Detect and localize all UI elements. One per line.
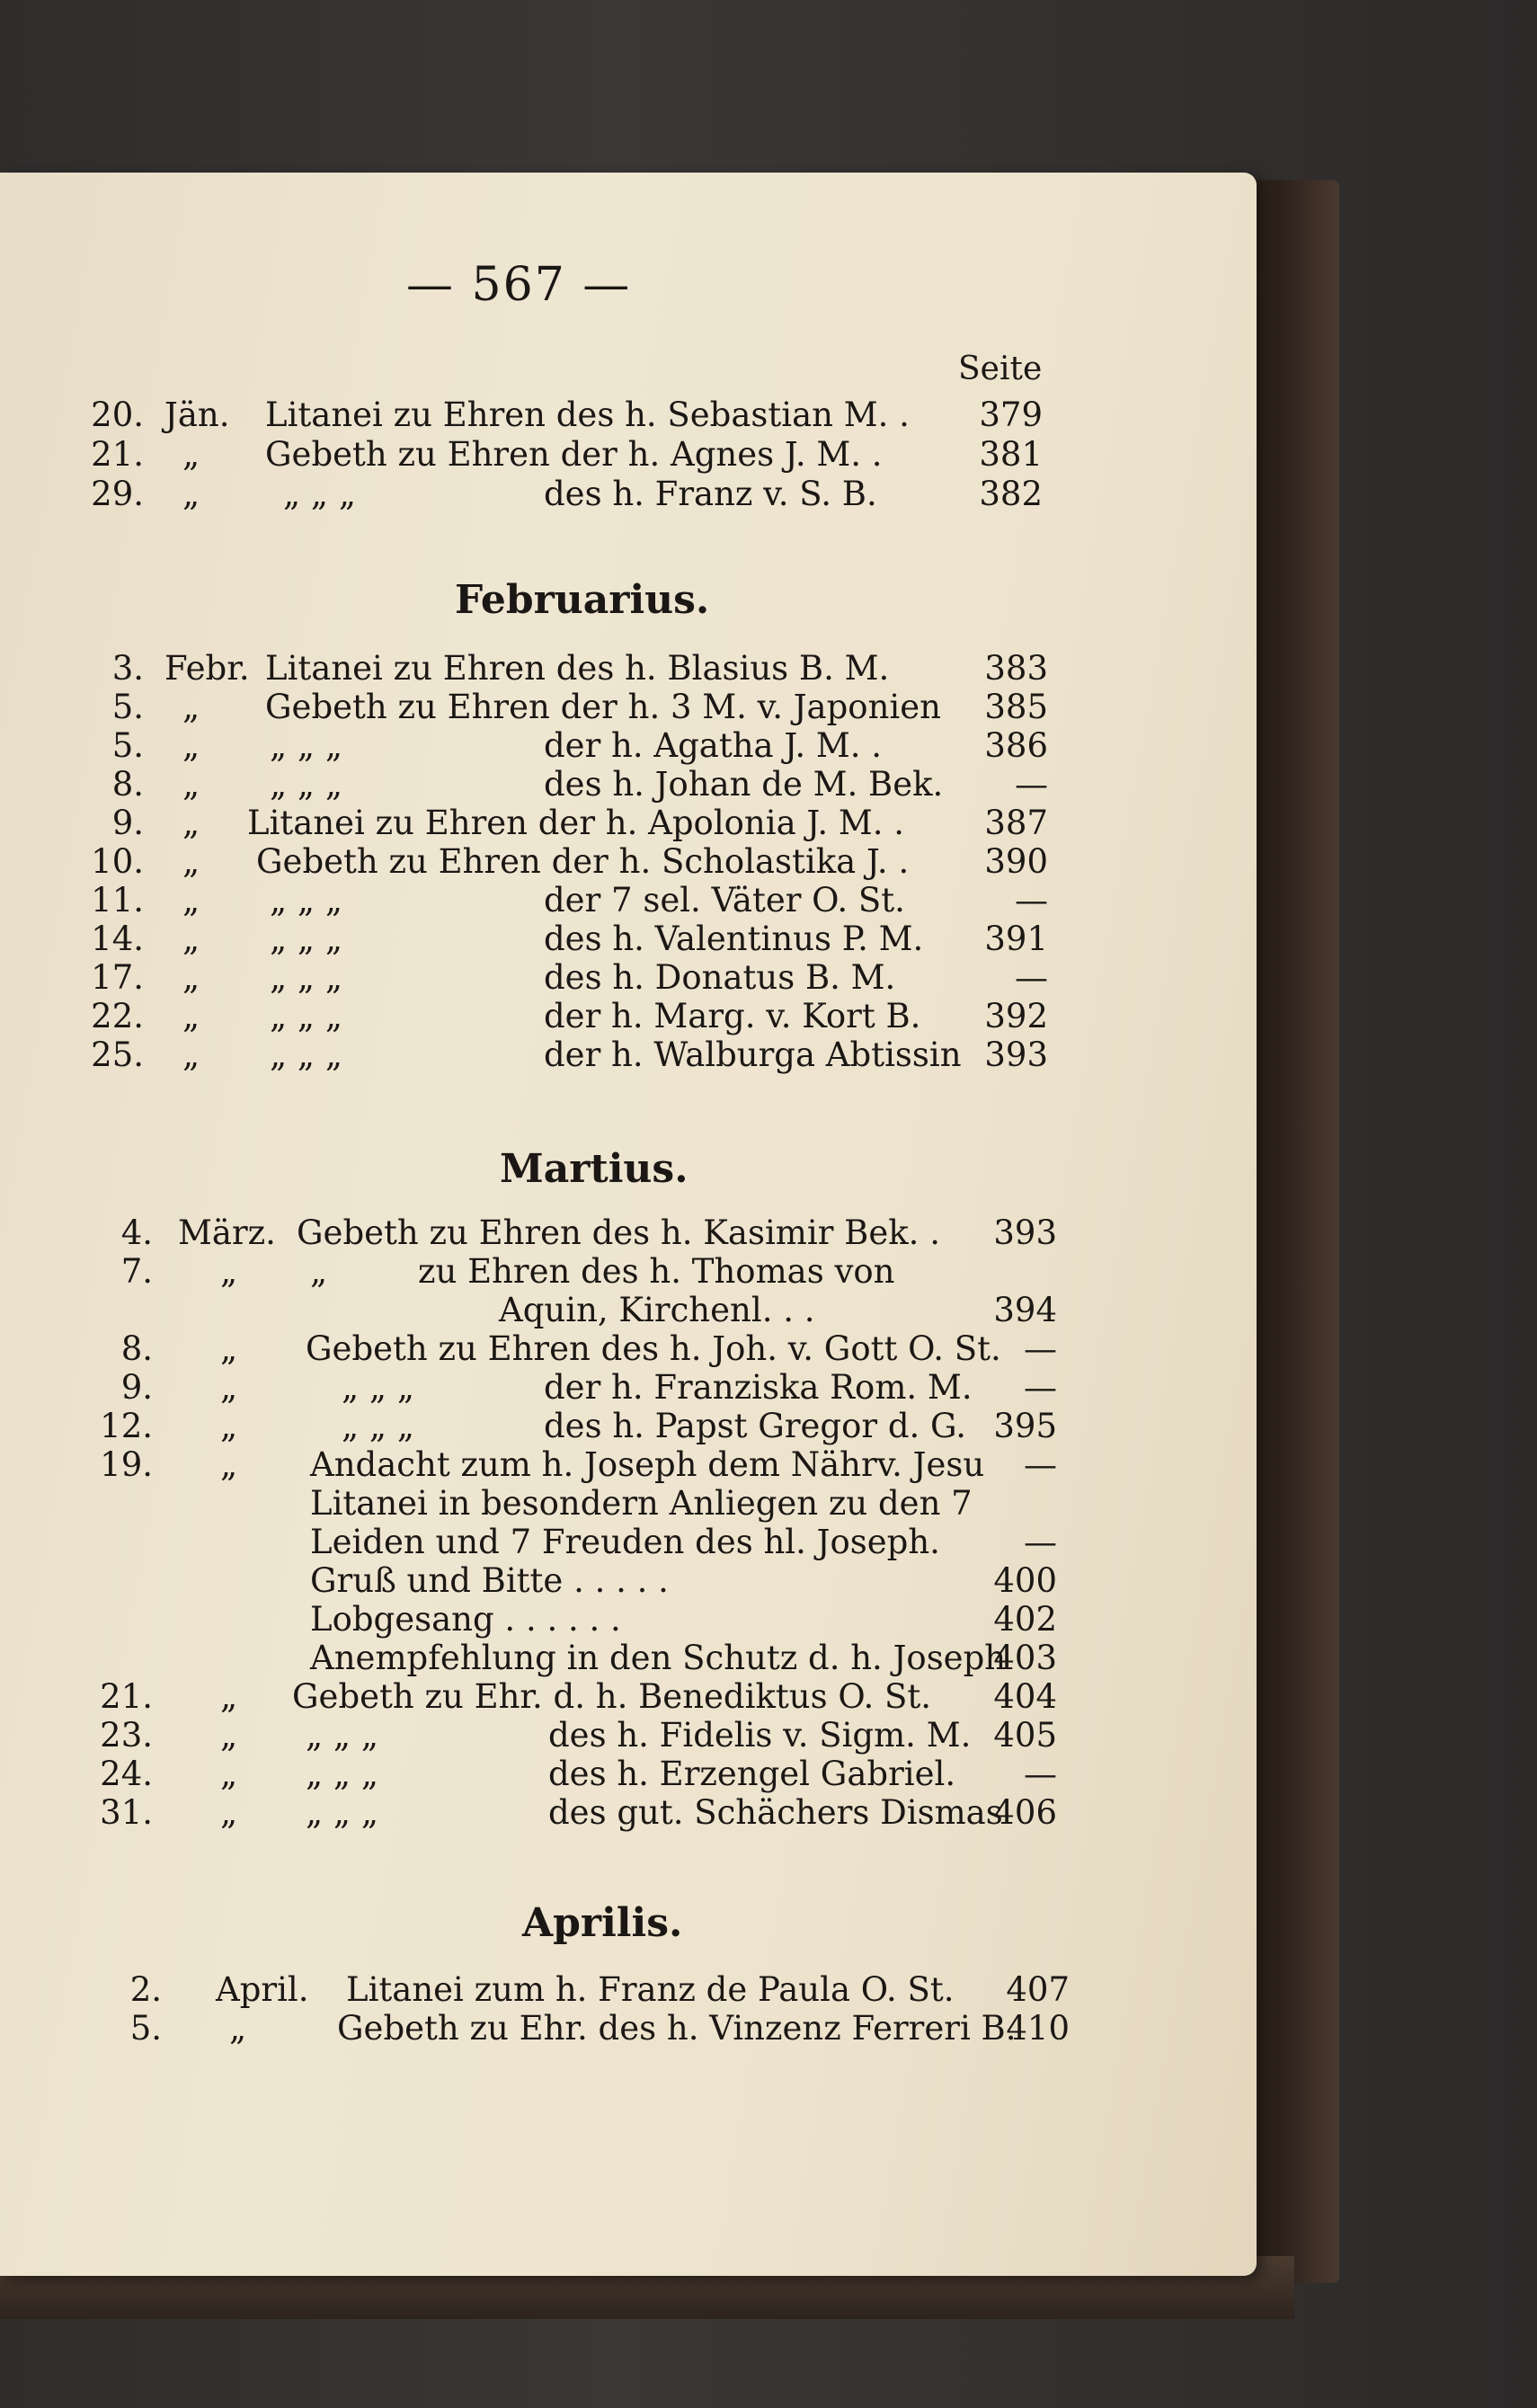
page-ref: 400 [993, 1561, 1057, 1600]
month-ditto: „ [220, 1407, 238, 1445]
day-number: 9. [111, 804, 144, 842]
entry-title: des h. Johan de M. Bek. [544, 765, 944, 804]
day-number: 19. [100, 1445, 153, 1484]
ditto-marks: „ „ „ [270, 958, 343, 997]
list-item [0, 395, 1257, 435]
entry-title: des h. Donatus B. M. [544, 958, 896, 997]
ditto-marks: „ „ „ [306, 1716, 379, 1755]
page-ref: — [1024, 1523, 1057, 1561]
list-item [0, 726, 1257, 766]
page-ref: 379 [979, 395, 1043, 434]
month-ditto: „ [220, 1716, 238, 1755]
day-number: 20. [91, 395, 144, 434]
page-ref: — [1015, 881, 1048, 920]
list-item [0, 1445, 1257, 1485]
day-number: 3. [111, 649, 144, 688]
entry-title: Litanei zu Ehren des h. Sebastian M. . [265, 395, 910, 434]
page-ref: — [1015, 765, 1048, 804]
ditto-marks: „ „ „ [342, 1368, 415, 1407]
month-ditto: „ [182, 958, 200, 997]
page-ref: 395 [993, 1407, 1057, 1445]
day-number: 12. [100, 1407, 153, 1445]
page-ref: 381 [979, 435, 1043, 474]
list-item [0, 1035, 1257, 1075]
entry-title: Lobgesang . . . . . . [310, 1600, 621, 1639]
list-item [0, 1639, 1257, 1678]
day-number: 4. [120, 1213, 153, 1252]
page-ref: 387 [984, 804, 1048, 842]
month-ditto: „ [220, 1252, 238, 1291]
list-item [0, 2009, 1257, 2048]
entry-title: Leiden und 7 Freuden des hl. Joseph. [310, 1523, 940, 1561]
month-ditto: „ [182, 804, 200, 842]
list-item [0, 997, 1257, 1036]
entry-title: Aquin, Kirchenl. . . [499, 1291, 815, 1329]
month-ditto: „ [220, 1755, 238, 1793]
ditto-marks: „ „ „ [283, 475, 357, 513]
page-ref: 386 [984, 726, 1048, 765]
page-ref: 392 [984, 997, 1048, 1035]
page-ref: 390 [984, 842, 1048, 881]
page-ref: 391 [984, 920, 1048, 958]
list-item [0, 881, 1257, 920]
ditto-marks: „ „ „ [270, 765, 343, 804]
page-ref: 410 [1006, 2009, 1070, 2048]
day-number: 2. [129, 1970, 162, 2009]
day-number: 8. [111, 765, 144, 804]
entry-title: Litanei zu Ehren der h. Apolonia J. M. . [247, 804, 905, 842]
page-ref: — [1024, 1329, 1057, 1368]
entry-title: des gut. Schächers Dismas [548, 1793, 1003, 1832]
day-number: 5. [111, 726, 144, 765]
page-ref: — [1015, 958, 1048, 997]
day-number: 29. [91, 475, 144, 513]
month-ditto: „ [182, 688, 200, 726]
list-item [0, 1600, 1257, 1639]
ditto-marks: „ „ „ [270, 881, 343, 920]
day-number: 14. [91, 920, 144, 958]
entry-title: Gebeth zu Ehr. des h. Vinzenz Ferreri B. [337, 2009, 1017, 2048]
list-item [0, 475, 1257, 514]
entry-title: Litanei zum h. Franz de Paula O. St. [346, 1970, 955, 2009]
page-ref: — [1024, 1368, 1057, 1407]
ditto-marks: „ „ „ [306, 1793, 379, 1832]
month-ditto: „ [229, 2009, 247, 2048]
list-item [0, 1291, 1257, 1330]
column-label-seite: Seite [958, 351, 1043, 387]
list-item [0, 1970, 1257, 2010]
entry-title: Gebeth zu Ehren des h. Joh. v. Gott O. St. [306, 1329, 1001, 1368]
book-page [0, 173, 1257, 2276]
entry-title: Litanei in besondern Anliegen zu den 7 [310, 1484, 973, 1523]
entry-title: der h. Franziska Rom. M. [544, 1368, 973, 1407]
list-item [0, 765, 1257, 804]
section-heading: Martius. [500, 1146, 689, 1192]
day-number: 9. [120, 1368, 153, 1407]
entry-title: der h. Walburga Abtissin [544, 1035, 962, 1074]
list-item [0, 1252, 1257, 1292]
list-item [0, 1484, 1257, 1524]
list-item [0, 1407, 1257, 1446]
day-number: 5. [129, 2009, 162, 2048]
page-ref: 385 [984, 688, 1048, 726]
list-item [0, 688, 1257, 727]
day-number: 25. [91, 1035, 144, 1074]
page-ref: 404 [993, 1677, 1057, 1716]
day-number: 21. [100, 1677, 153, 1716]
month-ditto: „ [220, 1445, 238, 1484]
day-number: 31. [100, 1793, 153, 1832]
ditto-marks: „ „ „ [270, 997, 343, 1035]
entry-title: Gebeth zu Ehren der h. Scholastika J. . [256, 842, 910, 881]
day-number: 8. [120, 1329, 153, 1368]
entry-title: des h. Erzengel Gabriel. [548, 1755, 956, 1793]
day-number: 24. [100, 1755, 153, 1793]
entry-title: des h. Fidelis v. Sigm. M. [548, 1716, 972, 1755]
page-ref: 405 [993, 1716, 1057, 1755]
month-ditto: „ [220, 1329, 238, 1368]
month-ditto: „ [220, 1677, 238, 1716]
page-ref: 393 [993, 1213, 1057, 1252]
list-item [0, 649, 1257, 689]
list-item [0, 1368, 1257, 1408]
page-ref: 383 [984, 649, 1048, 688]
list-item [0, 920, 1257, 959]
page-ref: 394 [993, 1291, 1057, 1329]
month-ditto: „ [182, 435, 200, 474]
month-label: April. [216, 1970, 309, 2009]
day-number: 23. [100, 1716, 153, 1755]
month-ditto: „ [220, 1793, 238, 1832]
month-ditto: „ [182, 842, 200, 881]
ditto-marks: „ „ „ [342, 1407, 415, 1445]
page-ref: 407 [1006, 1970, 1070, 2009]
entry-title: Gruß und Bitte . . . . . [310, 1561, 669, 1600]
month-ditto: „ [182, 475, 200, 513]
entry-title: Gebeth zu Ehren der h. 3 M. v. Japonien [265, 688, 941, 726]
list-item [0, 1755, 1257, 1794]
day-number: 5. [111, 688, 144, 726]
list-item [0, 1213, 1257, 1253]
page-ref: 403 [993, 1639, 1057, 1677]
list-item [0, 1561, 1257, 1601]
entry-title: des h. Franz v. S. B. [544, 475, 877, 513]
page-ref: 402 [993, 1600, 1057, 1639]
ditto-marks: „ „ „ [270, 726, 343, 765]
list-item [0, 1329, 1257, 1369]
entry-title: Gebeth zu Ehr. d. h. Benediktus O. St. [292, 1677, 931, 1716]
entry-title: zu Ehren des h. Thomas von [418, 1252, 895, 1291]
month-ditto: „ [220, 1368, 238, 1407]
entry-title: der 7 sel. Väter O. St. [544, 881, 905, 920]
month-ditto: „ [182, 920, 200, 958]
day-number: 21. [91, 435, 144, 474]
day-number: 11. [91, 881, 144, 920]
ditto-marks: „ „ „ [306, 1755, 379, 1793]
ditto-marks: „ „ „ [270, 920, 343, 958]
entry-title: des h. Papst Gregor d. G. [544, 1407, 967, 1445]
entry-title: Anempfehlung in den Schutz d. h. Joseph [310, 1639, 1007, 1677]
page-ref: 393 [984, 1035, 1048, 1074]
list-item [0, 804, 1257, 843]
day-number: 7. [120, 1252, 153, 1291]
list-item [0, 1523, 1257, 1562]
section-heading: Februarius. [455, 577, 710, 623]
ditto-marks: „ [310, 1252, 328, 1291]
day-number: 22. [91, 997, 144, 1035]
month-ditto: „ [182, 1035, 200, 1074]
section-heading: Aprilis. [522, 1900, 683, 1946]
list-item [0, 958, 1257, 998]
list-item [0, 1793, 1257, 1833]
entry-title: des h. Valentinus P. M. [544, 920, 924, 958]
ditto-marks: „ „ „ [270, 1035, 343, 1074]
month-ditto: „ [182, 765, 200, 804]
month-label: Febr. [164, 649, 250, 688]
page-ref: 406 [993, 1793, 1057, 1832]
entry-title: Litanei zu Ehren des h. Blasius B. M. [265, 649, 890, 688]
entry-title: der h. Agatha J. M. . [544, 726, 883, 765]
list-item [0, 1677, 1257, 1717]
page-ref: — [1024, 1755, 1057, 1793]
page-ref: 382 [979, 475, 1043, 513]
list-item [0, 435, 1257, 475]
month-ditto: „ [182, 997, 200, 1035]
page-number: — 567 — [406, 258, 632, 312]
month-ditto: „ [182, 726, 200, 765]
month-label: März. [178, 1213, 276, 1252]
entry-title: Andacht zum h. Joseph dem Nährv. Jesu [310, 1445, 985, 1484]
list-item [0, 842, 1257, 882]
list-item [0, 1716, 1257, 1755]
day-number: 10. [91, 842, 144, 881]
month-ditto: „ [182, 881, 200, 920]
page-ref: — [1024, 1445, 1057, 1484]
day-number: 17. [91, 958, 144, 997]
month-label: Jän. [164, 395, 230, 434]
entry-title: Gebeth zu Ehren des h. Kasimir Bek. . [297, 1213, 940, 1252]
entry-title: Gebeth zu Ehren der h. Agnes J. M. . [265, 435, 883, 474]
entry-title: der h. Marg. v. Kort B. [544, 997, 921, 1035]
